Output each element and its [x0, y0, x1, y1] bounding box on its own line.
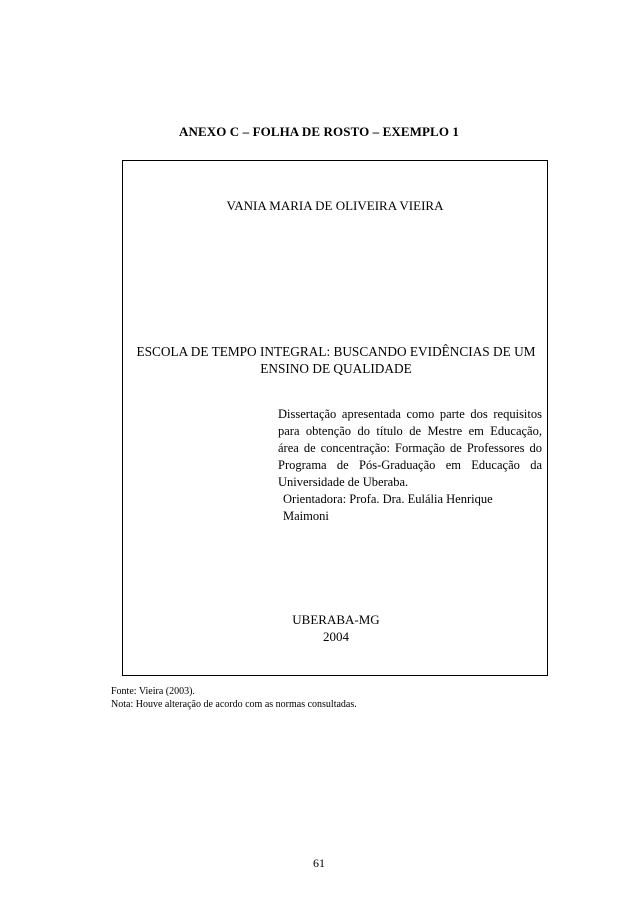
- work-nature: Dissertação apresentada como parte dos requisitos para obtenção do título de Mestre em Educação, área de concentração: Formação de Professores do Programa de Pós-Graduação em Educação da Universidade de Uberaba.: [278, 407, 542, 489]
- adaptation-note: Nota: Houve alteração de acordo com as normas consultadas.: [111, 699, 357, 710]
- place-year: [273, 611, 399, 645]
- annex-title: ANEXO C – FOLHA DE ROSTO – EXEMPLO 1: [178, 124, 459, 139]
- title-page-frame: [122, 160, 548, 676]
- year: 2004: [323, 629, 349, 644]
- page-number: 61: [313, 856, 325, 870]
- advisor-line-2: Maimoni: [283, 509, 329, 523]
- advisor-line-1: Orientadora: Profa. Dra. Eulália Henrique: [283, 492, 493, 506]
- advisor: [283, 491, 533, 525]
- source-note: Fonte: Vieira (2003).: [111, 686, 195, 697]
- work-title: [133, 343, 539, 377]
- author-name: VANIA MARIA DE OLIVEIRA VIEIRA: [226, 198, 444, 213]
- work-title-line-2: ENSINO DE QUALIDADE: [260, 361, 412, 376]
- work-title-line-1: ESCOLA DE TEMPO INTEGRAL: BUSCANDO EVIDÊNCIAS DE UM: [136, 344, 536, 359]
- figure-notes: [111, 685, 357, 711]
- place: UBERABA-MG: [292, 612, 380, 627]
